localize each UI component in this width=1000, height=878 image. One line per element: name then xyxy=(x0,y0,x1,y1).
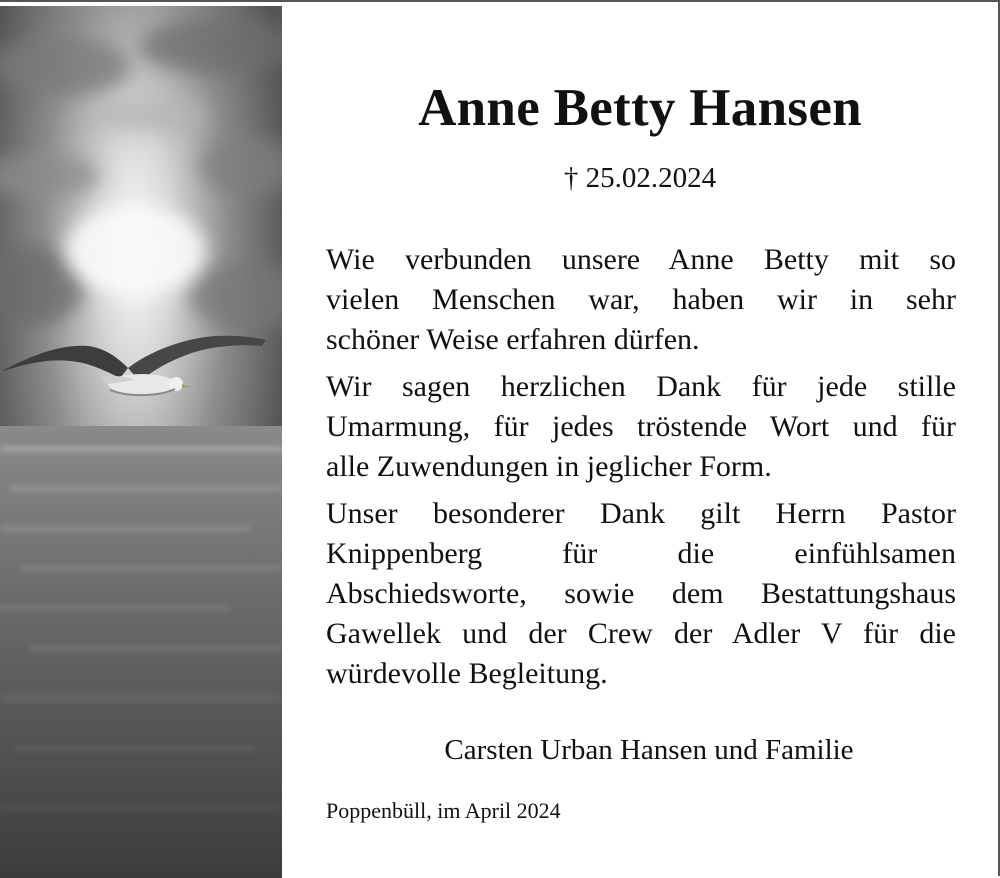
text-line: vielen Menschen war, haben wir in sehr xyxy=(326,283,956,316)
paragraph-thanks-general xyxy=(326,367,956,487)
notice-content xyxy=(282,2,998,878)
text-line: Knippenberg für die einfühlsamen xyxy=(326,537,956,570)
paragraph-thanks-special xyxy=(326,494,956,694)
paragraph-thanks-intro xyxy=(326,240,956,360)
signature: Carsten Urban Hansen und Familie xyxy=(444,734,854,766)
notice-body xyxy=(326,240,956,701)
text-line: Gawellek und der Crew der Adler V für die xyxy=(326,617,956,650)
seagull-image xyxy=(0,6,282,878)
text-line: Wie verbunden unsere Anne Betty mit so xyxy=(326,243,956,276)
seagull-sky-photo xyxy=(0,6,282,878)
place-date: Poppenbüll, im April 2024 xyxy=(326,798,561,823)
text-line: Wir sagen herzlichen Dank für jede stille xyxy=(326,370,956,403)
text-line: alle Zuwendungen in jeglicher Form. xyxy=(326,450,772,483)
text-line: schöner Weise erfahren dürfen. xyxy=(326,323,700,356)
deceased-name: Anne Betty Hansen xyxy=(418,79,862,137)
text-line: würdevolle Begleitung. xyxy=(326,657,608,690)
text-line: Unser besonderer Dank gilt Herrn Pastor xyxy=(326,497,956,530)
text-line: Abschiedsworte, sowie dem Bestattungshaus xyxy=(326,577,956,610)
text-line: Umarmung, für jedes tröstende Wort und für xyxy=(326,410,956,443)
death-date: † 25.02.2024 xyxy=(563,162,717,194)
